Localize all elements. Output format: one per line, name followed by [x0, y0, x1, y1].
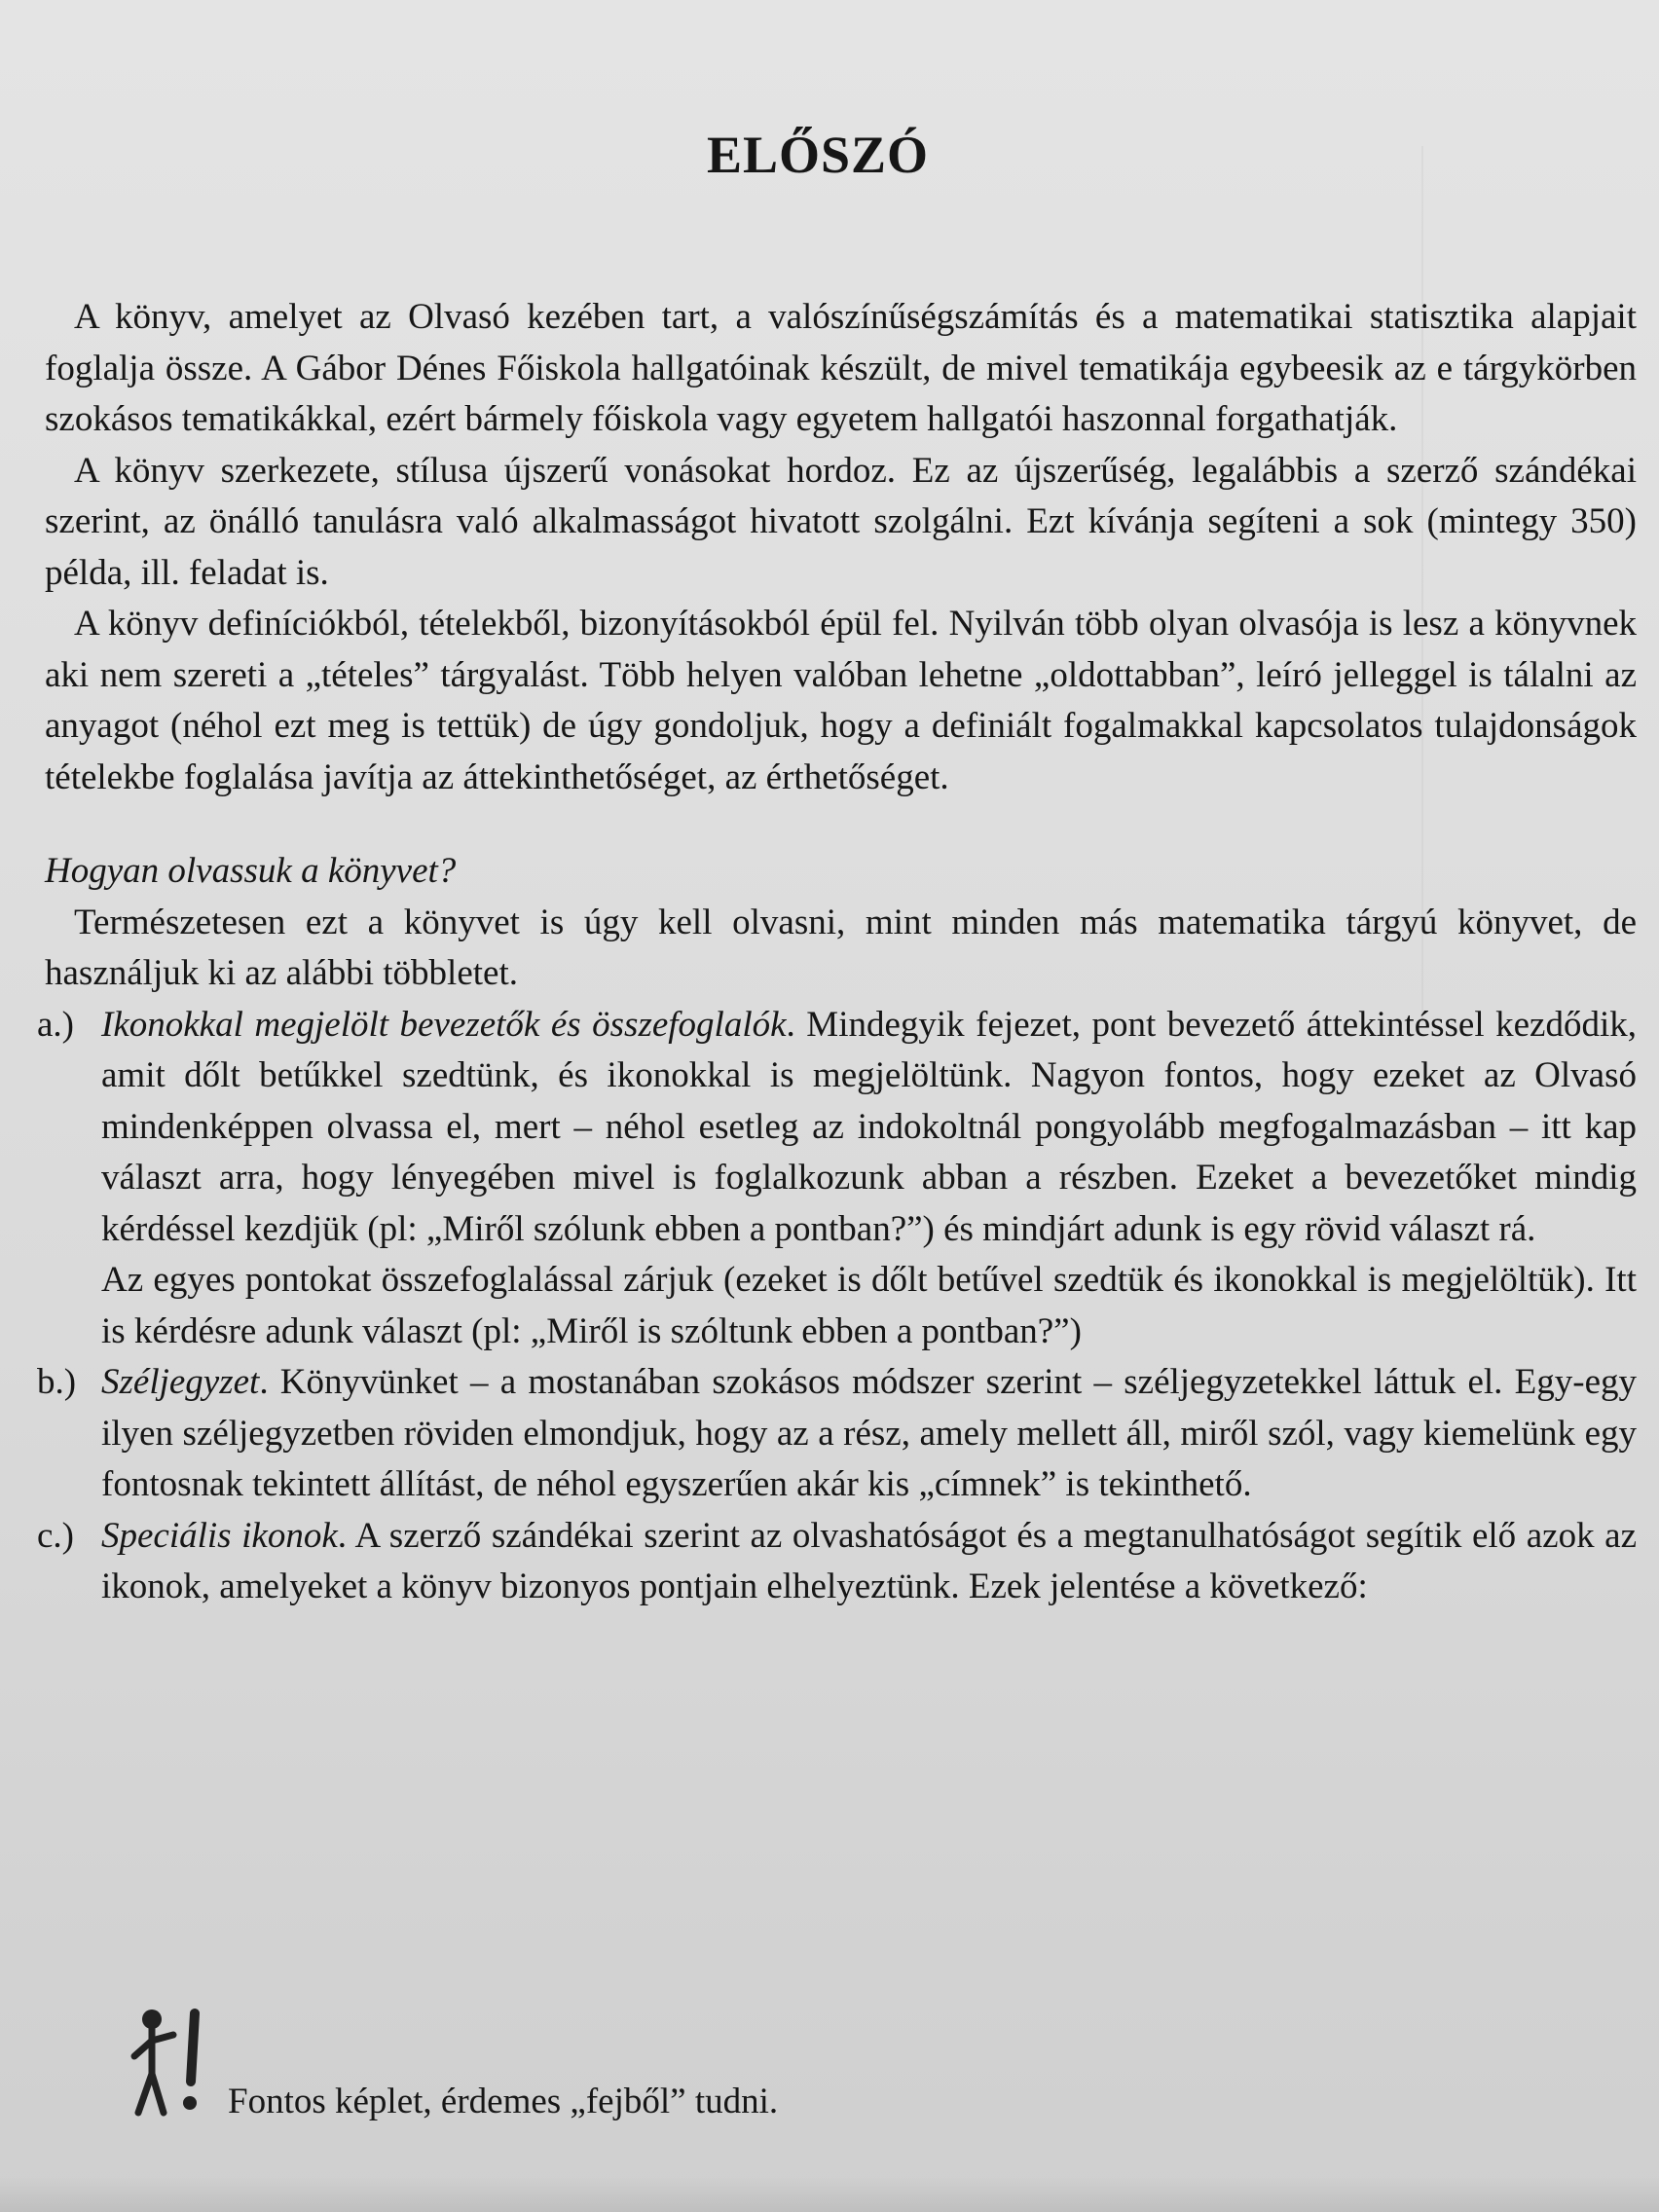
paragraph-1: A könyv, amelyet az Olvasó kezében tart, a valószínűségszámítás és a matematikai statisztika alapjait foglalja össze. A Gábor Dénes Főiskola hallgatóinak készült, de mivel tematikája egybeesik az e tárgykörben szokásos tematikákkal, ezért bármely főiskola vagy egyetem hallgatói haszonnal forgathatják.: [45, 297, 1637, 439]
list-marker: b.): [37, 1362, 77, 1402]
list-item-text: [101, 1357, 1637, 1511]
list-item-term: Ikonokkal megjelölt bevezetők és összefoglalók: [101, 1004, 787, 1045]
list-item-body: . A szerző szándékai szerint az olvashatóságot és a megtanulhatóságot segítik elő azok az ikonok, amelyeket a könyv bizonyos pontjain elhelyeztünk. Ezek jelentése a következő:: [101, 1515, 1637, 1606]
paragraph-3: A könyv definíciókból, tételekből, bizonyításokból épül fel. Nyilván több olyan olvasója is lesz a könyvnek aki nem szereti a „tételes” tárgyalást. Több helyen valóban lehetne „oldottabban”, leíró jelleggel is tálalni az anyagot (néhol ezt meg is tettük) de úgy gondoljuk, hogy a definiált fogalmakkal kapcsolatos tulajdonságok tételekbe foglalása javítja az áttekinthetőséget, az érthetőséget.: [45, 604, 1637, 797]
list-item-term: Széljegyzet: [101, 1362, 260, 1402]
list-item-term: Speciális ikonok: [101, 1515, 338, 1556]
list-item-text: [101, 1511, 1637, 1613]
list-marker: c.): [37, 1515, 74, 1556]
paragraph-2: A könyv szerkezete, stílusa újszerű vonásokat hordoz. Ez az újszerűség, legalábbis a szerző szándékai szerint, az önálló tanulásra való alkalmasságot hivatott szolgálni. Ezt kívánja segíteni a sok (mintegy 350) példa, ill. feladat is.: [45, 450, 1637, 593]
list-item-b: [37, 1357, 1637, 1511]
howto-heading: Hogyan olvassuk a könyvet?: [45, 851, 457, 891]
list-item-body: . Mindegyik fejezet, pont bevezető áttekintéssel kezdődik, amit dőlt betűkkel szedtünk, és ikonokkal is megjelöltünk. Nagyon fontos, hogy ezeket az Olvasó mindenképpen olvassa el, mert – néhol esetleg az indokoltnál pongyolább megfogalmazásban – itt kap választ arra, hogy lényegében mivel is foglalkozunk abban a részben. Ezeket a bevezetőket mindig kérdéssel kezdjük (pl: „Miről szólunk ebben a pontban?”) és mindjárt adunk is egy rövid választ rá.: [101, 1004, 1637, 1249]
list-item-extra: Az egyes pontokat összefoglalással zárjuk (ezeket is dőlt betűvel szedtük és ikonokkal is megjelöltük). Itt is kérdésre adunk választ (pl: „Miről is szóltunk ebben a pontban?”): [101, 1260, 1637, 1351]
list-item-a: [37, 1000, 1637, 1358]
howto-intro: Természetesen ezt a könyvet is úgy kell olvasni, mint minden más matematika tárgyú könyvet, de használjuk ki az alábbi többletet.: [45, 902, 1637, 993]
page-title: ELŐSZÓ: [706, 126, 930, 184]
list-marker: a.): [37, 1004, 74, 1045]
page-bottom-edge: [0, 2177, 1659, 2212]
icon-legend-row: [125, 2006, 778, 2122]
icon-caption: Fontos képlet, érdemes „fejből” tudni.: [228, 2082, 779, 2121]
list-item-c: [37, 1511, 1637, 1613]
page-body: [37, 292, 1637, 1613]
list-item-text: [101, 1000, 1637, 1256]
list-item-body: . Könyvünket – a mostanában szokásos módszer szerint – széljegyzetekkel láttuk el. Egy-egy ilyen széljegyzetben röviden elmondjuk, hogy az a rész, amely mellett áll, miről szól, vagy kiemelünk egy fontosnak tekintett állítást, de néhol egyszerűen akár kis „címnek” is tekinthető.: [101, 1362, 1637, 1504]
figure-exclamation-icon: [125, 2006, 214, 2122]
